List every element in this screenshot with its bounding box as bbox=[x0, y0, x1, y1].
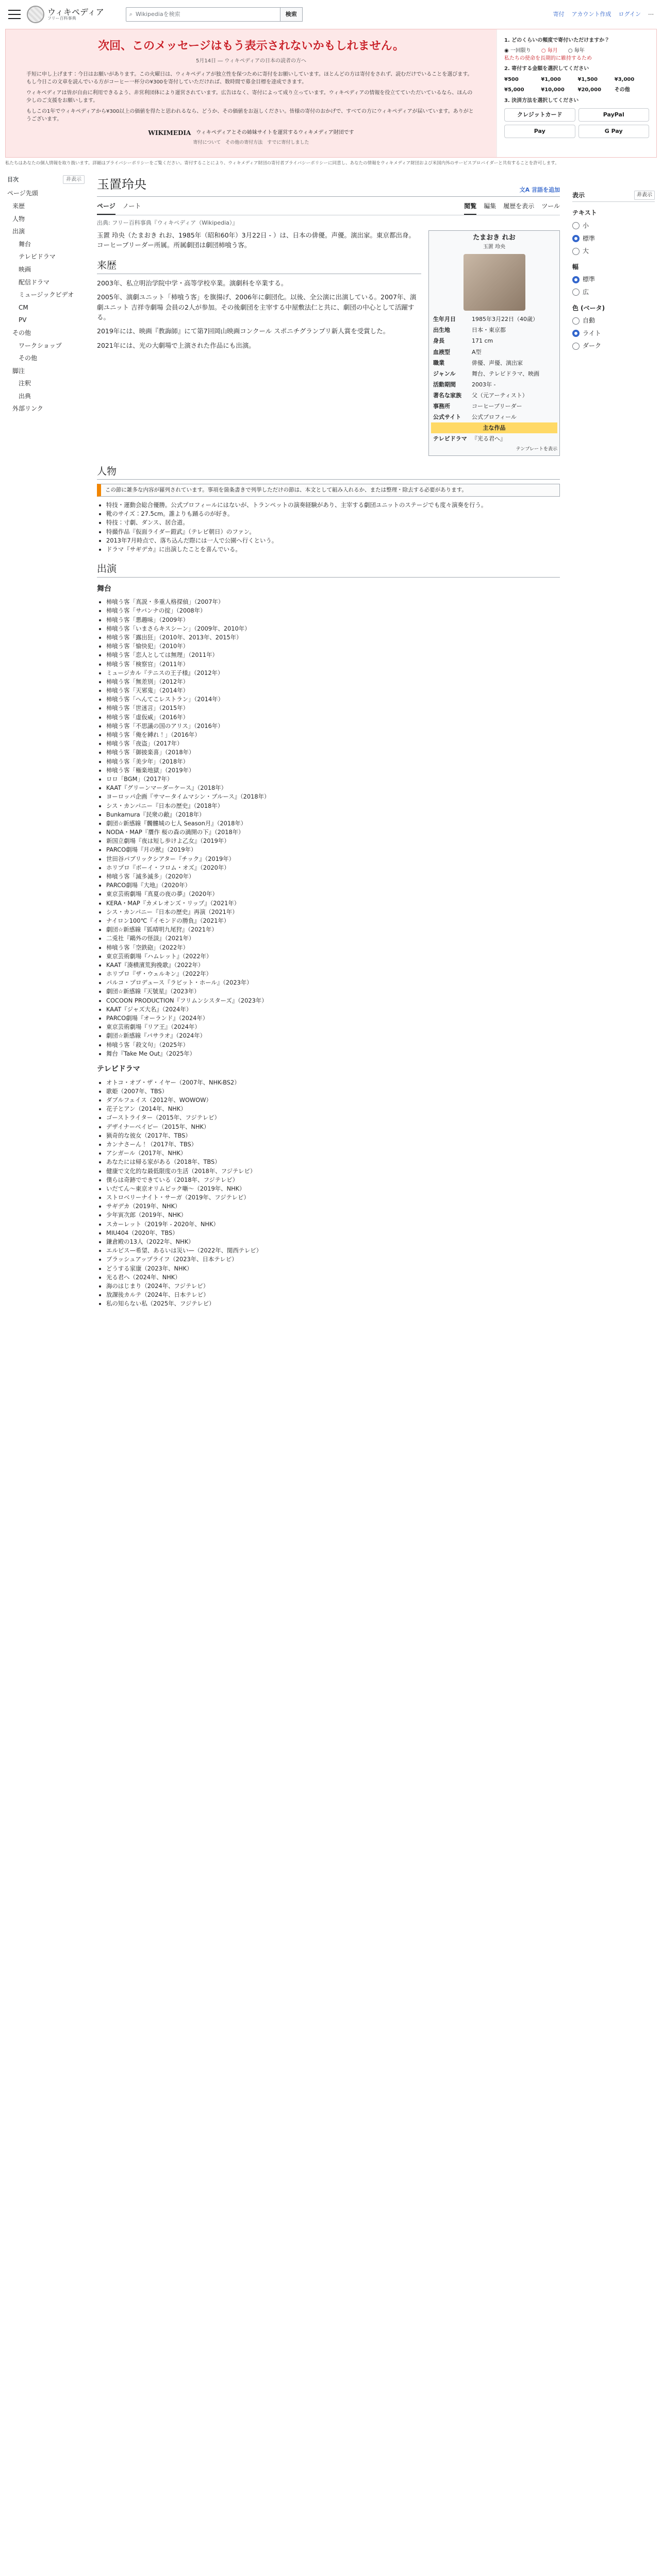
list-item: • MIU404（2020年、TBS） bbox=[106, 1229, 560, 1237]
infobox-key: 職業 bbox=[433, 359, 444, 366]
amount-option[interactable]: ¥1,500 bbox=[577, 77, 598, 82]
list-item: • 柿喰う客「御披楽喜」（2018年） bbox=[106, 748, 560, 756]
infobox-key: ジャンル bbox=[433, 370, 456, 377]
list-item: • 特技：寸劇、ダンス、居合道。 bbox=[106, 518, 560, 527]
toc-item[interactable]: その他 bbox=[19, 354, 38, 362]
main-menu-icon[interactable] bbox=[8, 10, 21, 19]
amount-option[interactable]: ¥5,000 bbox=[504, 87, 524, 93]
toc-item[interactable]: テレビドラマ bbox=[19, 253, 56, 261]
toc-title: 目次 bbox=[7, 176, 19, 183]
infobox-value: 2003年 - bbox=[472, 381, 496, 388]
list-item: • 柿喰う客「愉快犯」（2010年） bbox=[106, 642, 560, 650]
list-item: • KAAT『グリーンマーダーケース』（2018年） bbox=[106, 784, 560, 792]
list-item: • 柿喰う客「検察官」（2011年） bbox=[106, 660, 560, 668]
list-item: • 柿喰う客「空鉄砲」（2022年） bbox=[106, 943, 560, 952]
width-label: 広 bbox=[583, 289, 589, 296]
donation-banner bbox=[5, 29, 657, 158]
list-item: • 柿喰う客「いまさらキスシーン」（2009年、2010年） bbox=[106, 624, 560, 633]
list-item: • アシガール（2017年、NHK） bbox=[106, 1149, 560, 1157]
list-item: • 光る君へ（2024年、NHK） bbox=[106, 1273, 560, 1281]
article-content bbox=[85, 170, 572, 1309]
infobox-key: 公式サイト bbox=[433, 413, 461, 420]
toc-item[interactable]: ページ先頭 bbox=[7, 190, 38, 197]
list-item: • ナイロン100℃『イモンドの勝負』（2021年） bbox=[106, 917, 560, 925]
list-item: • 特技・運動会総合優勝。公式プロフィールにはないが、トランペットの演奏経験があり、主宰する劇団ユニットのステージでも度々演奏を行う。 bbox=[106, 501, 560, 509]
list-item: • 柿喰う客「殺文句」（2025年） bbox=[106, 1041, 560, 1049]
radio-icon[interactable] bbox=[572, 248, 580, 255]
list-item: • いだてん〜東京オリムピック噺〜（2019年、NHK） bbox=[106, 1184, 560, 1193]
create-account-link[interactable]: アカウント作成 bbox=[571, 11, 611, 18]
list-item: • 靴のサイズ：27.5cm。誰よりも踊るのが好き。 bbox=[106, 510, 560, 518]
width-heading: 幅 bbox=[572, 263, 579, 270]
list-item: • KERA・MAP『カメレオンズ・リップ』（2021年） bbox=[106, 899, 560, 907]
list-item: • 柿喰う客「露出狂」（2010年、2013年、2015年） bbox=[106, 633, 560, 641]
amount-option[interactable]: ¥1,000 bbox=[541, 77, 561, 82]
portrait-photo[interactable] bbox=[464, 254, 525, 311]
infobox-value: コーヒーブリーダー bbox=[472, 402, 522, 410]
toc-item[interactable]: 外部リンク bbox=[12, 405, 43, 413]
list-item: • 鎌倉殿の13人（2022年、NHK） bbox=[106, 1238, 560, 1246]
site-header bbox=[0, 0, 662, 29]
list-item: • 劇団☆新感線『髑髏城の七人 Season月』（2018年） bbox=[106, 819, 560, 827]
list-item: • エルピス—希望、あるいは災い—（2022年、関西テレビ） bbox=[106, 1246, 560, 1255]
subsection-heading-stage: 舞台 bbox=[97, 584, 111, 593]
list-item: • どうする家康（2023年、NHK） bbox=[106, 1264, 560, 1273]
infobox-key: 生年月日 bbox=[433, 316, 456, 323]
tab-talk[interactable]: ノート bbox=[122, 202, 141, 210]
text-size-heading: テキスト bbox=[572, 209, 597, 217]
infobox-key: テレビドラマ bbox=[433, 435, 467, 442]
text-size-label: 小 bbox=[583, 222, 589, 230]
infobox-value: 171 cm bbox=[472, 337, 493, 345]
toc-item[interactable]: ミュージックビデオ bbox=[19, 291, 74, 299]
list-item: • 柿喰う客「無差別」（2012年） bbox=[106, 677, 560, 686]
list-item: • 柿喰う客「滅多滅多」（2020年） bbox=[106, 872, 560, 880]
tab-tools[interactable]: ツール bbox=[541, 202, 560, 210]
appearance-hide-button[interactable]: 非表示 bbox=[634, 191, 655, 200]
list-item: • デザイナーベイビー（2015年、NHK） bbox=[106, 1123, 560, 1131]
banner-links[interactable]: 寄付について その他の寄付方法 すでに寄付しました bbox=[193, 140, 309, 146]
width-option[interactable] bbox=[572, 275, 655, 284]
color-label: ライト bbox=[583, 329, 601, 337]
toc-item[interactable]: CM bbox=[19, 303, 28, 311]
privacy-disclaimer: 私たちはあなたの個人情報を取り扱います。詳細はプライバシーポリシーをご覧ください。寄付することにより、ウィキメディア財団の寄付者プライバシーポリシーに同意し、あなたの情報をウィキメディア財団および米国内外のサービスプロバイダーと共有することを許可します。 bbox=[5, 161, 559, 166]
tab-read[interactable]: 閲覧 bbox=[464, 200, 476, 215]
list-item: • 柿喰う客「俺を縛れ！」（2016年） bbox=[106, 731, 560, 739]
list-item: • オトコ・オブ・ザ・イヤー（2007年、NHK-BS2） bbox=[106, 1078, 560, 1087]
cleanup-notice: この節に雑多な内容が羅列されています。事項を箇条書きで列挙しただけの節は、本文として組み入れるか、または整理・除去する必要があります。 bbox=[97, 484, 560, 497]
list-item: • 柿喰う客「美少年」（2018年） bbox=[106, 757, 560, 766]
list-item: • Bunkamura『民衆の敵』（2018年） bbox=[106, 810, 560, 819]
payment-options bbox=[504, 108, 649, 138]
list-item: • 猟奇的な彼女（2017年、TBS） bbox=[106, 1131, 560, 1140]
list-item: • 柿喰う客「悪趣味」（2009年） bbox=[106, 616, 560, 624]
toc-item[interactable]: 注釈 bbox=[19, 380, 31, 387]
wikipedia-globe-icon bbox=[27, 6, 44, 23]
list-item: • カンナさーん！（2017年、TBS） bbox=[106, 1140, 560, 1148]
person-list bbox=[97, 501, 560, 553]
amount-options bbox=[504, 76, 649, 94]
toc-item[interactable]: 舞台 bbox=[19, 240, 31, 248]
list-item: • 柿喰う客「天邪鬼」（2014年） bbox=[106, 686, 560, 694]
logo-title: ウィキペディア bbox=[47, 7, 104, 17]
list-item: • 2013年7月時点で、落ち込んだ際には一人で公園へ行くという。 bbox=[106, 536, 560, 545]
list-item: • NODA・MAP『贋作 桜の森の満開の下』（2018年） bbox=[106, 828, 560, 836]
list-item: • ストロベリーナイト・サーガ（2019年、フジテレビ） bbox=[106, 1193, 560, 1201]
history-paragraph: 2003年、私立明治学院中学・高等学校卒業。演劇科を卒業する。 bbox=[97, 279, 288, 287]
infobox-section: 主な作品 bbox=[431, 422, 557, 433]
list-item: • 柿喰う客「へんてこレストラン」（2014年） bbox=[106, 695, 560, 703]
payment-question: 3. 決済方法を選択してください bbox=[504, 98, 579, 104]
radio-icon[interactable] bbox=[572, 276, 580, 283]
list-item: • ロロ「BGM」（2017年） bbox=[106, 775, 560, 783]
toc-item[interactable]: 脚注 bbox=[12, 367, 25, 375]
infobox-value: 1985年3月22日（40歳） bbox=[472, 316, 538, 323]
search-form bbox=[126, 7, 303, 22]
list-item: • 柿喰う客「不思議の国のアリス」（2016年） bbox=[106, 722, 560, 730]
list-item: • ゴーストライター（2015年、フジテレビ） bbox=[106, 1113, 560, 1122]
infobox-value: 日本・東京都 bbox=[472, 327, 506, 334]
infobox-key: 著名な家族 bbox=[433, 392, 461, 399]
text-size-label: 大 bbox=[583, 247, 589, 255]
infobox-key: 出生地 bbox=[433, 327, 450, 334]
list-item: • KAAT『ジャズ大名』（2024年） bbox=[106, 1005, 560, 1013]
list-item: • 柿喰う客「虚仮威」（2016年） bbox=[106, 713, 560, 721]
appearance-title: 表示 bbox=[572, 191, 585, 199]
infobox-value: 俳優、声優、演出家 bbox=[472, 359, 523, 366]
infobox-key: 血液型 bbox=[433, 348, 450, 355]
width-option[interactable] bbox=[572, 287, 655, 297]
list-item: • 東京芸術劇場『ハムレット』（2022年） bbox=[106, 952, 560, 960]
frequency-once[interactable]: ◉ 一回限り bbox=[504, 47, 531, 54]
search-button[interactable]: 検索 bbox=[280, 7, 303, 22]
list-item: • シス・カンパニー『日本の歴史』再演（2021年） bbox=[106, 908, 560, 916]
page-tabs bbox=[97, 200, 560, 215]
list-item: • 東京芸術劇場『真夏の夜の夢』（2020年） bbox=[106, 890, 560, 898]
frequency-question: 1. どのくらいの頻度で寄付いただけますか？ bbox=[504, 38, 610, 43]
color-label: ダーク bbox=[583, 342, 602, 350]
amount-option[interactable]: その他 bbox=[614, 87, 630, 93]
add-language-button[interactable]: 文A 言語を追加 bbox=[519, 187, 560, 194]
wikimedia-logo: WIKIMEDIA bbox=[148, 129, 191, 137]
list-item: • 新国立劇場『夜は短し歩けよ乙女』（2019年） bbox=[106, 837, 560, 845]
subsection-heading-tv: テレビドラマ bbox=[97, 1064, 140, 1073]
list-item: • 舞台『Take Me Out』（2025年） bbox=[106, 1049, 560, 1058]
frequency-annual[interactable]: ○ 毎年 bbox=[568, 47, 585, 54]
list-item: • 花子とアン（2014年、NHK） bbox=[106, 1105, 560, 1113]
text-size-option[interactable] bbox=[572, 221, 655, 231]
list-item: • 柿喰う客「極楽地獄」（2019年） bbox=[106, 766, 560, 774]
monthly-note: 私たちの使命を長期的に維持するため bbox=[504, 56, 592, 61]
color-option[interactable] bbox=[572, 329, 655, 338]
page-title-row bbox=[97, 175, 560, 197]
tab-history[interactable]: 履歴を表示 bbox=[503, 202, 535, 210]
radio-icon[interactable] bbox=[572, 222, 580, 229]
list-item: • 特撮作品『仮面ライダー鎧武』（テレビ朝日）のファン。 bbox=[106, 528, 560, 536]
donation-form bbox=[496, 29, 656, 157]
amount-option[interactable]: ¥20,000 bbox=[577, 87, 602, 93]
list-item: • 少年寅次郎（2019年、NHK） bbox=[106, 1211, 560, 1219]
list-item: • KAAT『湊横濱荒狗挽歌』（2022年） bbox=[106, 961, 560, 969]
list-item: • PARCO劇場『月の獣』（2019年） bbox=[106, 845, 560, 854]
list-item: • 放課後カルテ（2024年、日本テレビ） bbox=[106, 1291, 560, 1299]
list-item: • 私の知らない私（2025年、フジテレビ） bbox=[106, 1299, 560, 1308]
site-logo[interactable] bbox=[27, 6, 104, 23]
radio-icon[interactable] bbox=[572, 343, 580, 350]
infobox-value: 舞台、テレビドラマ、映画 bbox=[472, 370, 540, 377]
google-pay-button[interactable]: G Pay bbox=[578, 125, 650, 138]
infobox-key: 事務所 bbox=[433, 402, 450, 410]
page-title: 玉置玲央 bbox=[97, 177, 146, 192]
amount-option[interactable]: ¥10,000 bbox=[541, 87, 565, 93]
history-paragraph: 2005年、演劇ユニット「柿喰う客」を旗揚げ、2006年に劇団化。以後、全公演に出演している。2007年、演劇ユニット 吉祥寺劇場 会員の2人が参加。その後劇団を主宰する中屋敷法仁と共に、劇団の中心として活躍する。 bbox=[97, 293, 417, 321]
list-item: • 二兎社『鷗外の怪談』（2021年） bbox=[106, 934, 560, 942]
appearance-panel bbox=[572, 170, 655, 1309]
text-size-label: 標準 bbox=[583, 234, 595, 242]
amount-option[interactable]: ¥3,000 bbox=[614, 77, 635, 82]
stage-list bbox=[97, 598, 560, 1058]
tab-page[interactable]: ページ bbox=[97, 200, 115, 215]
toc-item[interactable]: その他 bbox=[12, 329, 31, 336]
text-size-option[interactable] bbox=[572, 246, 655, 256]
table-of-contents bbox=[7, 170, 85, 1309]
login-link[interactable]: ログイン bbox=[618, 11, 641, 18]
article-lead: 玉置 玲央（たまおき れお、1985年（昭和60年）3月22日 - ）は、日本の俳優。声優。演出家。東京都出身。コーヒーブリーダー所属。所属劇団は劇団柿喰う客。 bbox=[97, 231, 415, 249]
toc-item[interactable]: 来歴 bbox=[12, 202, 25, 210]
section-heading-person: 人物 bbox=[97, 464, 560, 480]
search-icon: ⌕ bbox=[129, 11, 133, 18]
article-tagline: 出典: フリー百科事典『ウィキペディア（Wikipedia）』 bbox=[97, 219, 238, 226]
banner-title: 次回、このメッセージはもう表示されないかもしれません。 bbox=[97, 40, 404, 53]
list-item: • ドラマ『サギデカ』に出演したことを喜んでいる。 bbox=[106, 545, 560, 553]
infobox-value: 父（元アーティスト） bbox=[472, 392, 528, 399]
list-item: • ホリプロ『ザ・ウェルキン』（2022年） bbox=[106, 970, 560, 978]
list-item: • ブラッシュアップライフ（2023年、日本テレビ） bbox=[106, 1255, 560, 1263]
list-item: • ホリプロ『ボーイ・フロム・オズ』（2020年） bbox=[106, 863, 560, 872]
infobox-key: 活動期間 bbox=[433, 381, 456, 388]
list-item: • パルコ・プロデュース『ラビット・ホール』（2023年） bbox=[106, 978, 560, 987]
radio-icon[interactable] bbox=[572, 289, 580, 296]
paypal-button[interactable]: PayPal bbox=[578, 108, 650, 122]
toc-item[interactable]: 人物 bbox=[12, 215, 25, 223]
width-label: 標準 bbox=[583, 276, 595, 283]
infobox-key: 身長 bbox=[433, 337, 444, 345]
radio-icon[interactable] bbox=[572, 317, 580, 325]
color-option[interactable] bbox=[572, 341, 655, 351]
list-item: • 劇団☆新感線『天號星』（2023年） bbox=[106, 987, 560, 995]
list-item: • 歌姫（2007年、TBS） bbox=[106, 1087, 560, 1095]
list-item: • 柿喰う客「恋人としては無理」（2011年） bbox=[106, 651, 560, 659]
list-item: • 僕らは奇跡でできている（2018年、フジテレビ） bbox=[106, 1176, 560, 1184]
history-paragraph: 2021年には、光の大劇場で上演された作品にも出演。 bbox=[97, 341, 255, 349]
search-input[interactable] bbox=[126, 7, 280, 22]
section-heading-history: 来歴 bbox=[97, 258, 421, 274]
list-item: • PARCO劇場『大地』（2020年） bbox=[106, 881, 560, 889]
search-placeholder: Wikipediaを検索 bbox=[135, 11, 180, 18]
tv-list bbox=[97, 1078, 560, 1308]
list-item: • 東京芸術劇場『リア王』（2024年） bbox=[106, 1023, 560, 1031]
list-item: • 劇団☆新感線『バサラオ』（2024年） bbox=[106, 1031, 560, 1040]
list-item: • あなたには帰る家がある（2018年、TBS） bbox=[106, 1158, 560, 1166]
infobox bbox=[428, 230, 560, 456]
radio-icon[interactable] bbox=[572, 330, 580, 337]
frequency-monthly[interactable]: ○ 毎月 bbox=[541, 47, 558, 54]
list-item: • 柿喰う客「サバンナの掟」（2008年） bbox=[106, 606, 560, 615]
section-heading-works: 出演 bbox=[97, 562, 560, 577]
list-item: • 健康で文化的な最低限度の生活（2018年、フジテレビ） bbox=[106, 1167, 560, 1175]
list-item: • PARCO劇場『オーランド』（2024年） bbox=[106, 1014, 560, 1022]
list-item: • 柿喰う客「夜盗」（2017年） bbox=[106, 739, 560, 748]
list-item: • 柿喰う客「世迷言」（2015年） bbox=[106, 704, 560, 712]
history-paragraph: 2019年には、映画『教誨師』にて第7回岡山映画コンクール スポニチグランプリ新人賞を受賞した。 bbox=[97, 327, 390, 335]
amount-option[interactable]: ¥500 bbox=[504, 77, 519, 82]
infobox-furigana: 玉置 玲央 bbox=[483, 244, 506, 250]
infobox-value: A型 bbox=[472, 348, 482, 355]
apple-pay-button[interactable]: Pay bbox=[504, 125, 575, 138]
infobox-name: たまおき れお bbox=[473, 233, 516, 242]
more-options-icon[interactable]: ⋯ bbox=[648, 11, 654, 18]
list-item: • サギデカ（2019年、NHK） bbox=[106, 1202, 560, 1210]
banner-subtitle: 5月14日 ― ウィキペディアの日本の読者の方へ bbox=[195, 58, 307, 64]
logo-subtitle: フリー百科事典 bbox=[47, 16, 76, 21]
infobox-value: 公式プロフィール bbox=[472, 413, 517, 420]
list-item: • 海のはじまり（2024年、フジテレビ） bbox=[106, 1282, 560, 1290]
banner-paragraph: もしこの1年でウィキペディアから¥300以上の価値を得たと思われるなら、どうか、その価値をお返しください。皆様の寄付のおかげで、すべての方にウィキペディアが届いています。ありがとうございます。 bbox=[26, 108, 474, 122]
banner-foot-text: ウィキペディアとその姉妹サイトを運営するウィキメディア財団です bbox=[196, 130, 354, 136]
list-item: • 世田谷パブリックシアター『チック』（2019年） bbox=[106, 855, 560, 863]
list-item: • 柿喰う客「真説・多重人格探偵」（2007年） bbox=[106, 598, 560, 606]
text-size-option[interactable] bbox=[572, 234, 655, 244]
donate-link[interactable]: 寄付 bbox=[553, 11, 565, 18]
banner-paragraph: 手短に申し上げます：今日はお願いがあります。この火曜日は、ウィキペディアが独立性を保つために寄付をお願いしています。ほとんどの方は寄付をされず、読むだけでいることを選びます。もし今日この文章を読んでいる方がコーヒー一杯分の¥300を寄付していただければ、数時間で募金目標を達成できます。 bbox=[26, 71, 473, 85]
color-label: 自動 bbox=[583, 317, 595, 325]
toc-item[interactable]: 映画 bbox=[19, 265, 31, 273]
user-links bbox=[553, 10, 654, 19]
toc-item[interactable]: 配信ドラマ bbox=[19, 278, 50, 286]
tab-edit[interactable]: 編集 bbox=[484, 202, 496, 210]
list-item: • 劇団☆新感線『狐晴明九尾狩』（2021年） bbox=[106, 925, 560, 934]
list-item: • ミュージカル『テニスの王子様』（2012年） bbox=[106, 669, 560, 677]
list-item: • COCOON PRODUCTION『フリムンシスターズ』（2023年） bbox=[106, 996, 560, 1005]
toc-item[interactable]: 出典 bbox=[19, 392, 31, 400]
toc-item[interactable]: 出演 bbox=[12, 228, 25, 235]
color-heading: 色 (ベータ) bbox=[572, 304, 605, 312]
toc-item[interactable]: ワークショップ bbox=[19, 342, 62, 349]
show-template-link[interactable]: テンプレートを表示 bbox=[516, 446, 557, 452]
list-item: • ヨーロッパ企画『サマータイムマシン・ブルース』（2018年） bbox=[106, 792, 560, 801]
amount-question: 2. 寄付する金額を選択してください bbox=[504, 65, 589, 72]
radio-icon[interactable] bbox=[572, 235, 580, 242]
infobox-value[interactable]: 『光る君へ』 bbox=[472, 435, 506, 442]
banner-message bbox=[6, 29, 496, 157]
toc-item[interactable]: PV bbox=[19, 316, 27, 324]
credit-card-button[interactable]: クレジットカード bbox=[504, 108, 575, 122]
list-item: • スカーレット（2019年 - 2020年、NHK） bbox=[106, 1220, 560, 1228]
toc-hide-button[interactable]: 非表示 bbox=[63, 175, 85, 184]
list-item: • シス・カンパニー『日本の歴史』（2018年） bbox=[106, 802, 560, 810]
list-item: • ダブルフェイス（2012年、WOWOW） bbox=[106, 1096, 560, 1104]
color-option[interactable] bbox=[572, 316, 655, 326]
banner-paragraph: ウィキペディアは皆が自由に利用できるよう、非営利団体により運営されています。広告はなく、寄付によって成り立っています。ウィキペディアの情報を役立てていただいているなら、ほんの少しのご支援をお願いします。 bbox=[26, 90, 473, 104]
